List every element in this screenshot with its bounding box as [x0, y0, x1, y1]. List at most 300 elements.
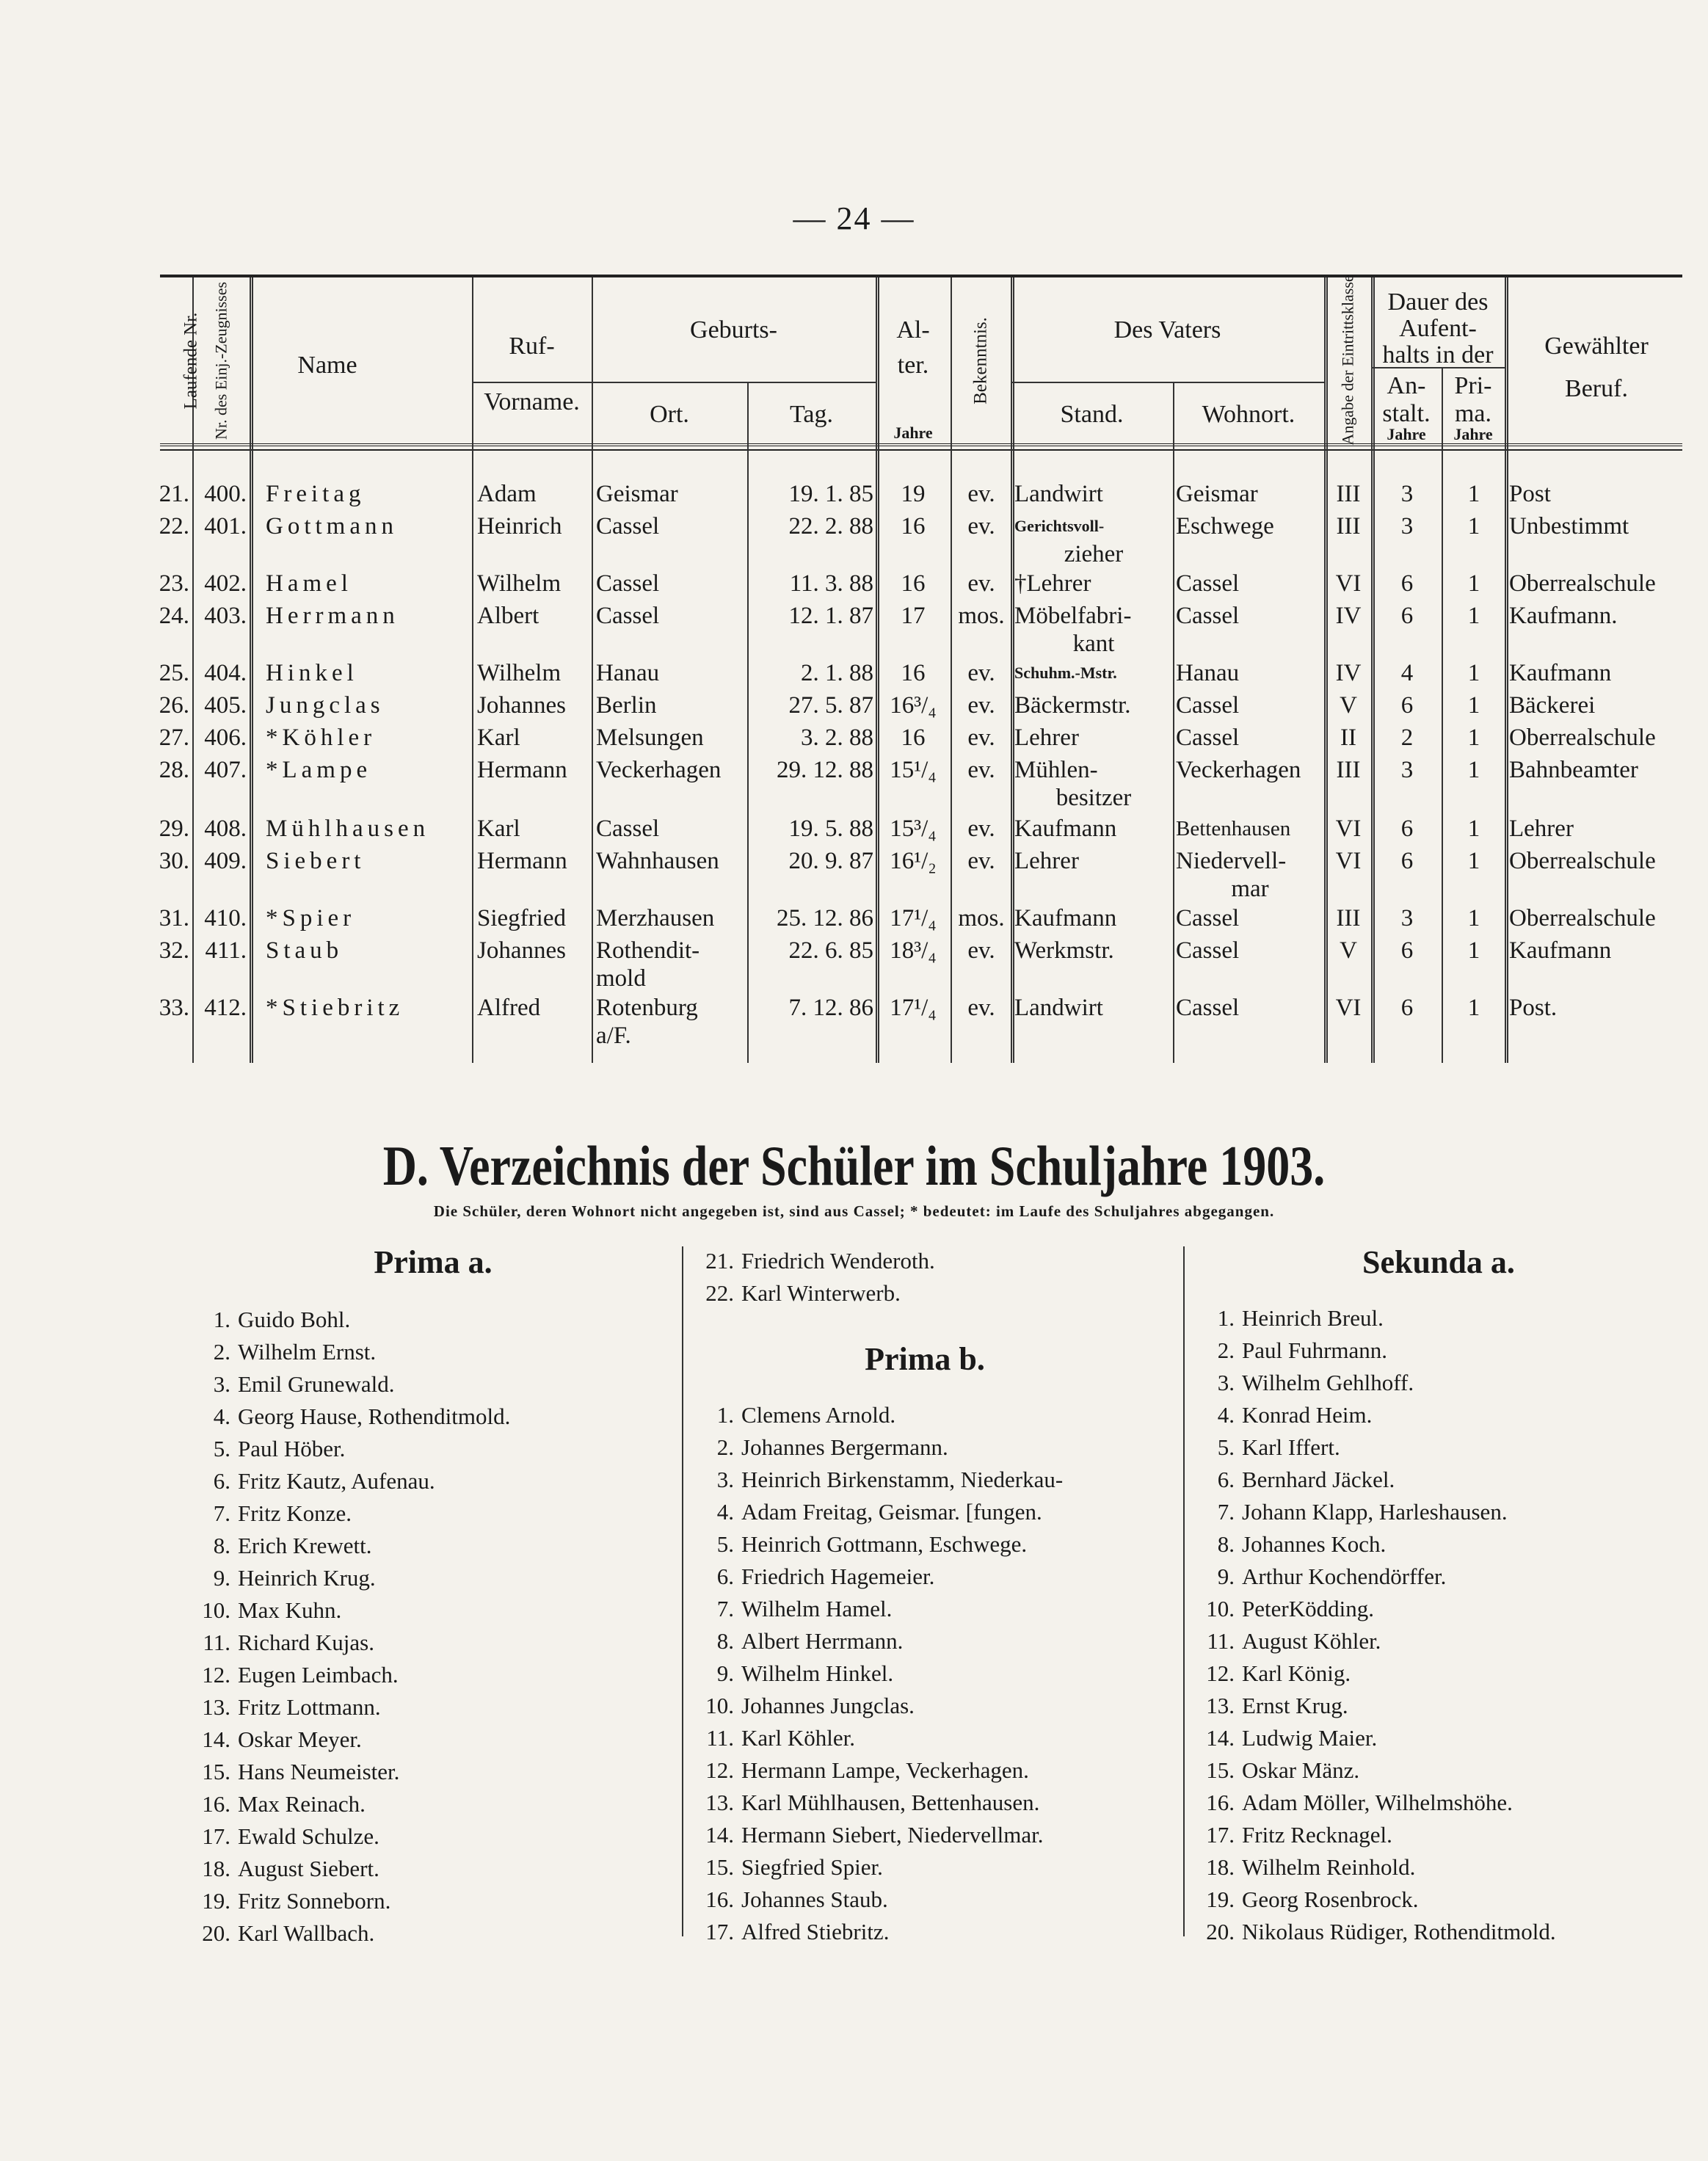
- list-item: [690, 1431, 948, 1464]
- list-item-name: Karl Mühlhausen, Bettenhausen.: [741, 1790, 1040, 1815]
- list-item-name: Karl Iffert.: [1242, 1434, 1340, 1460]
- list-item: [690, 1593, 892, 1625]
- row-geburtsort: Rothendit-: [596, 937, 700, 964]
- list-item-number: 16.: [202, 1791, 230, 1817]
- list-item-number: 2.: [716, 1434, 734, 1460]
- header-rufname: Ruf-: [509, 333, 555, 360]
- list-item: [1191, 1916, 1556, 1948]
- row-anstalt-jahre: 6: [1400, 692, 1414, 719]
- row-beruf: Unbestimmt: [1509, 513, 1629, 540]
- list-item-number: 1.: [716, 1402, 734, 1428]
- row-eintrittsklasse: V: [1340, 937, 1357, 964]
- row-wohnort: Geismar: [1176, 481, 1258, 507]
- list-item-number: 3.: [716, 1467, 734, 1492]
- row-geburtstag: 22. 2. 88: [788, 513, 873, 540]
- row-laufende-nr: 33.: [159, 995, 189, 1021]
- list-item-number: 20.: [1206, 1919, 1235, 1944]
- list-item: [690, 1916, 889, 1948]
- list-item-number: 21.: [705, 1248, 734, 1274]
- row-vorname: Wilhelm: [477, 570, 562, 597]
- row-wohnort: Eschwege: [1176, 513, 1274, 540]
- list-item-name: Max Kuhn.: [238, 1597, 342, 1623]
- list-item-number: 4.: [716, 1499, 734, 1525]
- row-bekenntnis: ev.: [967, 692, 995, 719]
- row-anstalt-jahre: 4: [1400, 660, 1414, 686]
- row-stand: Kaufmann: [1014, 905, 1117, 931]
- list-item-number: 12.: [202, 1662, 230, 1688]
- list-item-number: 6.: [716, 1563, 734, 1589]
- header-eintrittsklasse: Angabe der Eintrittsklasse: [1338, 275, 1357, 446]
- list-item-name: Paul Höber.: [238, 1436, 346, 1461]
- list-item-number: 9.: [716, 1660, 734, 1686]
- list-item-name: Hermann Lampe, Veckerhagen.: [741, 1757, 1029, 1783]
- row-alter: 16¹/₂: [890, 848, 937, 874]
- list-item: [690, 1561, 934, 1593]
- col-line: [951, 277, 952, 1063]
- row-wohnort: Cassel: [1176, 995, 1240, 1021]
- row-name: *Lampe: [266, 757, 372, 783]
- row-stand: Lehrer: [1014, 724, 1079, 751]
- row-zeugnis-nr: 402.: [204, 570, 247, 597]
- row-stand-2: kant: [1072, 631, 1115, 657]
- list-item-number: 11.: [1207, 1628, 1235, 1654]
- row-wohnort: Cassel: [1176, 692, 1240, 719]
- row-geburtstag: 27. 5. 87: [788, 692, 873, 719]
- header-jahre: Jahre: [893, 424, 933, 442]
- list-item-name: Paul Fuhrmann.: [1242, 1337, 1388, 1363]
- header-gewaehlter: Gewählter: [1544, 333, 1649, 360]
- row-bekenntnis: ev.: [967, 995, 995, 1021]
- list-item: [186, 1724, 362, 1756]
- row-geburtstag: 22. 6. 85: [788, 937, 873, 964]
- list-item-name: Alfred Stiebritz.: [741, 1919, 890, 1944]
- row-zeugnis-nr: 403.: [204, 603, 247, 629]
- row-stand: Bäckermstr.: [1014, 692, 1131, 719]
- list-item-number: 16.: [705, 1886, 734, 1912]
- row-zeugnis-nr: 409.: [204, 848, 247, 874]
- row-geburtsort-2: mold: [596, 965, 646, 992]
- list-item-number: 11.: [203, 1630, 230, 1655]
- list-item: [1191, 1819, 1392, 1851]
- list-item-number: 18.: [202, 1856, 230, 1881]
- header-jahre: Jahre: [1453, 425, 1493, 443]
- list-item-name: Hans Neumeister.: [238, 1759, 400, 1784]
- row-anstalt-jahre: 6: [1400, 937, 1414, 964]
- row-geburtstag: 2. 1. 88: [801, 660, 873, 686]
- list-item-name: Karl Köhler.: [741, 1725, 855, 1751]
- list-item-number: 12.: [705, 1757, 734, 1783]
- row-prima-jahre: 1: [1467, 848, 1480, 874]
- row-laufende-nr: 29.: [159, 816, 189, 842]
- row-stand: Kaufmann: [1014, 816, 1117, 842]
- list-item-name: Fritz Sonneborn.: [238, 1888, 391, 1914]
- row-eintrittsklasse: VI: [1335, 848, 1362, 874]
- list-item-name: PeterKödding.: [1242, 1596, 1374, 1621]
- prima-a-title: Prima a.: [374, 1244, 493, 1280]
- list-item-name: Karl Winterwerb.: [741, 1280, 901, 1306]
- list-item: [1191, 1431, 1340, 1464]
- list-item-name: Emil Grunewald.: [238, 1371, 395, 1397]
- header-alter-2: ter.: [897, 352, 929, 379]
- sekunda-a-title: Sekunda a.: [1362, 1244, 1515, 1280]
- row-vorname: Karl: [477, 724, 520, 751]
- list-item: [690, 1496, 1042, 1528]
- list-item-number: 9.: [1217, 1563, 1235, 1589]
- list-item: [1191, 1334, 1387, 1367]
- list-item: [1191, 1528, 1386, 1561]
- list-item-number: 7.: [716, 1596, 734, 1621]
- row-laufende-nr: 31.: [159, 905, 189, 931]
- list-item-name: Heinrich Birkenstamm, Niederkau-: [741, 1467, 1064, 1492]
- section-title: D. Verzeichnis der Schüler im Schuljahre 1903.: [382, 1134, 1326, 1197]
- row-vorname: Heinrich: [477, 513, 562, 540]
- list-item: [1191, 1625, 1381, 1657]
- row-stand: Lehrer: [1014, 848, 1079, 874]
- row-geburtsort: Rotenburg: [596, 995, 698, 1021]
- list-item-name: Fritz Konze.: [238, 1500, 352, 1526]
- row-beruf: Post.: [1509, 995, 1558, 1021]
- row-geburtsort: Merzhausen: [596, 905, 715, 931]
- list-item-name: Oskar Meyer.: [238, 1726, 362, 1752]
- row-bekenntnis: ev.: [967, 481, 995, 507]
- list-item-number: 5.: [1217, 1434, 1235, 1460]
- row-geburtsort: Geismar: [596, 481, 678, 507]
- row-eintrittsklasse: IV: [1335, 660, 1362, 686]
- row-laufende-nr: 28.: [159, 757, 189, 783]
- row-stand-2: besitzer: [1055, 785, 1132, 811]
- row-alter: 16: [901, 724, 926, 751]
- list-item-name: Wilhelm Hinkel.: [741, 1660, 894, 1686]
- list-item: [690, 1657, 893, 1690]
- list-item-number: 18.: [1206, 1854, 1235, 1880]
- row-wohnort: Niedervell-: [1176, 848, 1287, 874]
- row-beruf: Kaufmann.: [1509, 603, 1618, 629]
- list-item-name: Arthur Kochendörffer.: [1242, 1563, 1447, 1589]
- row-anstalt-jahre: 3: [1400, 905, 1414, 931]
- list-item-number: 11.: [706, 1725, 734, 1751]
- row-vorname: Johannes: [477, 937, 566, 964]
- list-item-name: Johannes Bergermann.: [741, 1434, 948, 1460]
- row-eintrittsklasse: III: [1336, 757, 1361, 783]
- list-item-name: Adam Möller, Wilhelmshöhe.: [1242, 1790, 1513, 1815]
- row-eintrittsklasse: V: [1340, 692, 1357, 719]
- row-stand-2: zieher: [1064, 541, 1124, 567]
- row-wohnort: Cassel: [1176, 724, 1240, 751]
- row-alter: 16: [901, 513, 926, 540]
- row-alter: 16³/₄: [890, 692, 937, 719]
- list-item-number: 17.: [202, 1823, 230, 1849]
- list-item-name: Oskar Mänz.: [1242, 1757, 1360, 1783]
- list-item-name: Guido Bohl.: [238, 1307, 351, 1332]
- list-item-name: Johannes Koch.: [1242, 1531, 1387, 1557]
- row-eintrittsklasse: II: [1340, 724, 1356, 751]
- list-item: [690, 1245, 935, 1277]
- row-zeugnis-nr: 400.: [204, 481, 247, 507]
- list-item-number: 19.: [202, 1888, 230, 1914]
- list-item: [186, 1497, 352, 1530]
- list-item-number: 15.: [1206, 1757, 1235, 1783]
- row-geburtsort: Hanau: [596, 660, 660, 686]
- list-item-number: 7.: [213, 1500, 230, 1526]
- list-item-number: 10.: [202, 1597, 230, 1623]
- row-laufende-nr: 24.: [159, 603, 189, 629]
- row-wohnort: Cassel: [1176, 905, 1240, 931]
- row-prima-jahre: 1: [1467, 692, 1480, 719]
- list-item: [1191, 1657, 1351, 1690]
- row-vorname: Hermann: [477, 848, 567, 874]
- list-item-number: 1.: [1217, 1305, 1235, 1331]
- list-item: [1191, 1754, 1359, 1787]
- row-eintrittsklasse: IV: [1335, 603, 1362, 629]
- subheader-line: [472, 382, 592, 383]
- row-prima-jahre: 1: [1467, 905, 1480, 931]
- row-laufende-nr: 21.: [159, 481, 189, 507]
- list-item-number: 17.: [1206, 1822, 1235, 1848]
- row-zeugnis-nr: 404.: [204, 660, 247, 686]
- list-item: [1191, 1496, 1508, 1528]
- list-item: [186, 1756, 399, 1788]
- header-stand: Stand.: [1060, 401, 1124, 428]
- row-prima-jahre: 1: [1467, 816, 1480, 842]
- list-item: [186, 1691, 381, 1724]
- row-anstalt-jahre: 6: [1400, 603, 1414, 629]
- prima-b-title: Prima b.: [865, 1341, 985, 1377]
- header-wohnort: Wohnort.: [1202, 401, 1295, 428]
- row-bekenntnis: ev.: [967, 937, 995, 964]
- row-wohnort-2: mar: [1231, 876, 1269, 902]
- col-line: [1173, 382, 1174, 1063]
- list-item: [186, 1885, 390, 1917]
- list-item: [690, 1722, 855, 1754]
- list-item-number: 6.: [1217, 1467, 1235, 1492]
- list-item-name: Fritz Lottmann.: [238, 1694, 381, 1720]
- list-item-number: 8.: [716, 1628, 734, 1654]
- list-item-number: 3.: [213, 1371, 230, 1397]
- row-stand: Schuhm.-Mstr.: [1014, 664, 1117, 682]
- row-stand: Landwirt: [1014, 995, 1103, 1021]
- list-item-number: 10.: [705, 1693, 734, 1718]
- list-item-name: Heinrich Gottmann, Eschwege.: [741, 1531, 1028, 1557]
- table-top-rule: [160, 275, 1682, 277]
- row-name: Hinkel: [266, 660, 358, 686]
- row-geburtsort: Cassel: [596, 603, 660, 629]
- list-item-number: 4.: [213, 1403, 230, 1429]
- row-alter: 15³/₄: [890, 816, 937, 842]
- row-geburtsort: Melsungen: [596, 724, 704, 751]
- list-item: [1191, 1787, 1513, 1819]
- column-divider: [1183, 1246, 1185, 1936]
- row-vorname: Karl: [477, 816, 520, 842]
- list-item-number: 15.: [705, 1854, 734, 1880]
- list-item-number: 10.: [1206, 1596, 1235, 1621]
- list-item-number: 17.: [705, 1919, 734, 1944]
- list-item-number: 9.: [213, 1565, 230, 1591]
- row-geburtstag: 29. 12. 88: [777, 757, 873, 783]
- row-name: *Spier: [266, 905, 356, 931]
- list-item: [690, 1399, 895, 1431]
- row-alter: 16: [901, 570, 926, 597]
- row-alter: 19: [901, 481, 926, 507]
- header-dauer-1: Dauer des: [1387, 288, 1489, 316]
- row-geburtstag: 19. 1. 85: [788, 481, 873, 507]
- row-prima-jahre: 1: [1467, 513, 1480, 540]
- row-name: *Stiebritz: [266, 995, 404, 1021]
- list-item-name: Eugen Leimbach.: [238, 1662, 399, 1688]
- row-wohnort: Hanau: [1176, 660, 1240, 686]
- header-tag: Tag.: [790, 401, 833, 428]
- list-item: [690, 1884, 888, 1916]
- header-jahre: Jahre: [1387, 425, 1426, 443]
- list-item: [186, 1304, 350, 1336]
- row-alter: 15¹/₄: [890, 757, 937, 783]
- row-zeugnis-nr: 410.: [204, 905, 247, 931]
- list-item-number: 8.: [213, 1533, 230, 1558]
- header-nr-zeugnisse: Nr. des Einj.-Zeugnisses: [211, 281, 230, 440]
- row-vorname: Albert: [477, 603, 539, 629]
- list-item-name: Ernst Krug.: [1242, 1693, 1348, 1718]
- row-prima-jahre: 1: [1467, 603, 1480, 629]
- list-item: [186, 1594, 341, 1627]
- row-anstalt-jahre: 3: [1400, 481, 1414, 507]
- list-item: [186, 1401, 510, 1433]
- list-item-number: 13.: [1206, 1693, 1235, 1718]
- row-prima-jahre: 1: [1467, 995, 1480, 1021]
- list-item-name: August Köhler.: [1242, 1628, 1381, 1654]
- list-item-name: Richard Kujas.: [238, 1630, 374, 1655]
- row-beruf: Oberrealschule: [1509, 724, 1656, 751]
- row-laufende-nr: 32.: [159, 937, 189, 964]
- list-item-name: Johann Klapp, Harleshausen.: [1242, 1499, 1508, 1525]
- list-item: [186, 1530, 371, 1562]
- row-name: Staub: [266, 937, 344, 964]
- row-vorname: Wilhelm: [477, 660, 562, 686]
- row-stand: Möbelfabri-: [1014, 603, 1132, 629]
- header-anstalt-2: stalt.: [1382, 400, 1431, 427]
- row-prima-jahre: 1: [1467, 570, 1480, 597]
- list-item-name: Fritz Kautz, Aufenau.: [238, 1468, 435, 1494]
- list-item: [186, 1465, 435, 1497]
- row-geburtstag: 11. 3. 88: [789, 570, 873, 597]
- row-geburtsort: Wahnhausen: [596, 848, 719, 874]
- row-beruf: Lehrer: [1509, 816, 1574, 842]
- list-item-name: Ludwig Maier.: [1242, 1725, 1378, 1751]
- row-geburtsort: Cassel: [596, 570, 660, 597]
- row-vorname: Alfred: [477, 995, 541, 1021]
- list-item-name: Wilhelm Gehlhoff.: [1242, 1370, 1414, 1395]
- row-wohnort: Cassel: [1176, 603, 1240, 629]
- row-vorname: Siegfried: [477, 905, 566, 931]
- row-laufende-nr: 30.: [159, 848, 189, 874]
- header-laufende-nr: Laufende Nr.: [181, 312, 201, 410]
- row-name: Herrmann: [266, 603, 399, 629]
- row-anstalt-jahre: 3: [1400, 757, 1414, 783]
- list-item: [690, 1787, 1039, 1819]
- list-item-name: Wilhelm Hamel.: [741, 1596, 893, 1621]
- list-item-number: 19.: [1206, 1886, 1235, 1912]
- row-laufende-nr: 25.: [159, 660, 189, 686]
- list-item-name: Wilhelm Reinhold.: [1242, 1854, 1416, 1880]
- list-item-name: August Siebert.: [238, 1856, 379, 1881]
- column-divider: [682, 1246, 683, 1936]
- row-beruf: Oberrealschule: [1509, 570, 1656, 597]
- row-eintrittsklasse: VI: [1335, 995, 1362, 1021]
- list-item: [186, 1853, 379, 1885]
- row-stand: †Lehrer: [1014, 570, 1091, 597]
- row-alter: 18³/₄: [890, 937, 937, 964]
- list-item: [186, 1917, 374, 1950]
- list-item: [690, 1464, 1063, 1496]
- list-item-name: Johannes Staub.: [741, 1886, 888, 1912]
- list-item: [690, 1277, 901, 1310]
- list-item: [186, 1433, 345, 1465]
- row-alter: 16: [901, 660, 926, 686]
- list-item-name: Heinrich Krug.: [238, 1565, 376, 1591]
- list-item-name: Friedrich Wenderoth.: [741, 1248, 935, 1274]
- page-number: — 24 —: [793, 200, 915, 236]
- row-stand: Gerichtsvoll-: [1014, 517, 1105, 535]
- row-geburtsort: Berlin: [596, 692, 657, 719]
- list-item-number: 1.: [213, 1307, 230, 1332]
- header-prima-1: Pri-: [1454, 372, 1492, 399]
- row-zeugnis-nr: 401.: [204, 513, 247, 540]
- row-anstalt-jahre: 6: [1400, 848, 1414, 874]
- row-prima-jahre: 1: [1467, 660, 1480, 686]
- row-bekenntnis: ev.: [967, 660, 995, 686]
- row-geburtsort: Veckerhagen: [596, 757, 722, 783]
- row-beruf: Kaufmann: [1509, 937, 1612, 964]
- row-beruf: Bahnbeamter: [1509, 757, 1638, 783]
- row-alter: 17: [901, 603, 926, 629]
- list-item: [690, 1851, 883, 1884]
- list-item-number: 14.: [1206, 1725, 1235, 1751]
- row-vorname: Johannes: [477, 692, 566, 719]
- row-name: Mühlhausen: [266, 816, 430, 842]
- row-bekenntnis: ev.: [967, 724, 995, 751]
- row-anstalt-jahre: 6: [1400, 570, 1414, 597]
- row-prima-jahre: 1: [1467, 937, 1480, 964]
- row-wohnort: Cassel: [1176, 937, 1240, 964]
- list-item-name: Clemens Arnold.: [741, 1402, 896, 1428]
- row-prima-jahre: 1: [1467, 724, 1480, 751]
- row-bekenntnis: ev.: [967, 513, 995, 540]
- list-item-number: 20.: [202, 1920, 230, 1946]
- header-beruf: Beruf.: [1565, 375, 1628, 402]
- list-item-name: Erich Krewett.: [238, 1533, 372, 1558]
- list-item-number: 3.: [1217, 1370, 1235, 1395]
- list-item: [1191, 1593, 1374, 1625]
- row-name: Hamel: [266, 570, 352, 597]
- row-stand: Werkmstr.: [1014, 937, 1114, 964]
- list-item-name: Friedrich Hagemeier.: [741, 1563, 935, 1589]
- list-item-name: Heinrich Breul.: [1242, 1305, 1384, 1331]
- list-item: [1191, 1884, 1419, 1916]
- row-geburtsort-2: a/F.: [596, 1023, 631, 1049]
- list-item: [186, 1659, 399, 1691]
- row-vorname: Hermann: [477, 757, 567, 783]
- row-geburtstag: 12. 1. 87: [788, 603, 873, 629]
- col-line: [250, 277, 253, 1063]
- list-item-number: 6.: [213, 1468, 230, 1494]
- header-vorname: Vorname.: [484, 388, 580, 415]
- list-item-number: 5.: [213, 1436, 230, 1461]
- row-beruf: Oberrealschule: [1509, 905, 1656, 931]
- list-item: [186, 1336, 376, 1368]
- list-item-name: Fritz Recknagel.: [1242, 1822, 1392, 1848]
- header-bekenntnis: Bekenntnis.: [970, 317, 991, 404]
- header-geburts: Geburts-: [690, 316, 777, 344]
- list-item: [690, 1528, 1027, 1561]
- list-item-number: 13.: [202, 1694, 230, 1720]
